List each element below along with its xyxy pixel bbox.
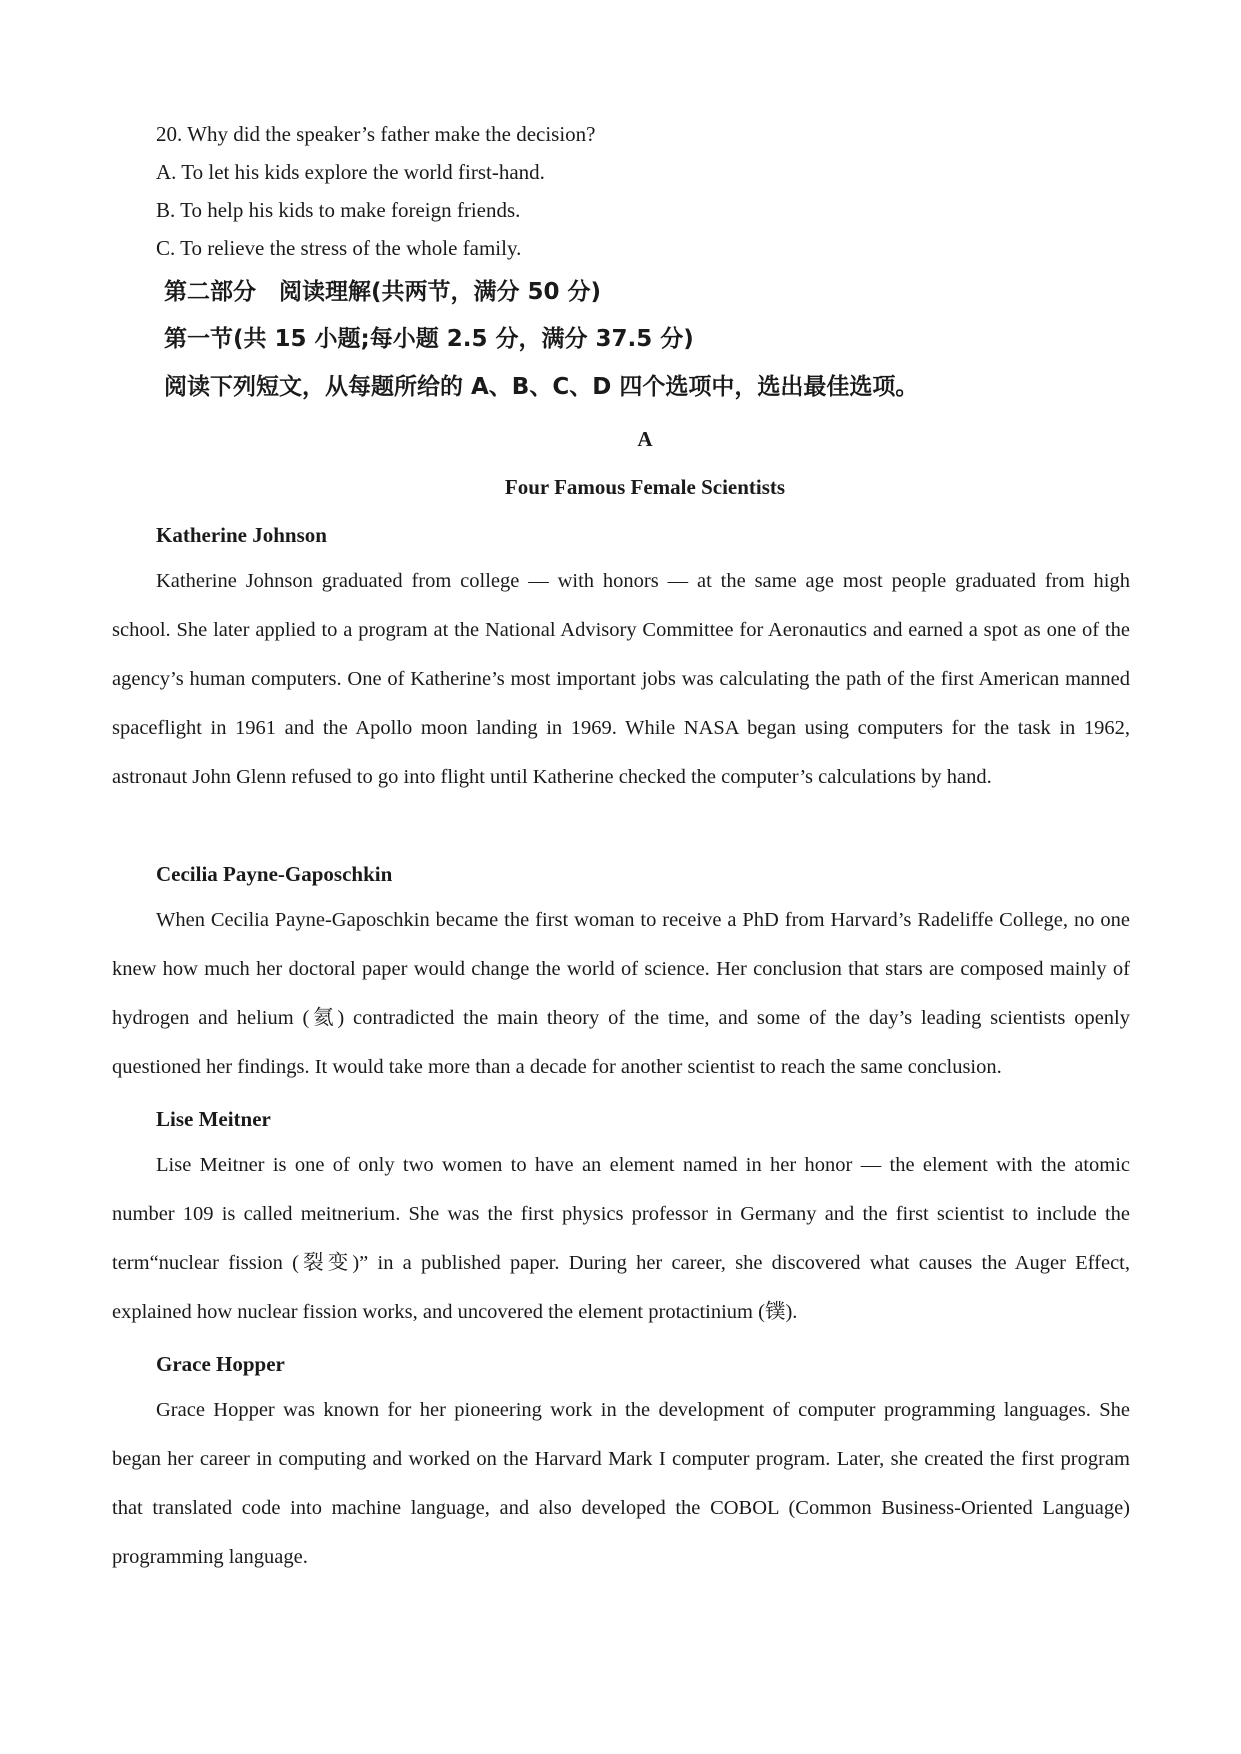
scientist-name: Grace Hopper (156, 1352, 285, 1376)
scientist-paragraph: Grace Hopper was known for her pioneering work in the development of computer programming languages. She began her career in computing and worked on the Harvard Mark I computer program. Later, she created the first program that translated code into machine language, and also developed the COBOL (Common Business-Oriented Language) programming language. (112, 1399, 1130, 1568)
passage-letter: A (637, 427, 653, 451)
scientist-paragraph: Lise Meitner is one of only two women to have an element named in her honor — the element with the atomic number 109 is called meitnerium. She was the first physics professor in Germany and the first scientist to include the term“nuclear fission (裂变)” in a published paper. During her career, she discovered what causes the Auger Effect, explained how nuclear fission works, and uncovered the element protactinium (镤). (112, 1154, 1130, 1323)
option-b: B. To help his kids to make foreign friends. (156, 198, 521, 222)
option-c: C. To relieve the stress of the whole family. (156, 236, 522, 260)
scientist-name: Katherine Johnson (156, 523, 327, 547)
part-title: 第二部分 阅读理解(共两节，满分 50 分) (164, 279, 602, 305)
scientist-paragraph: When Cecilia Payne-Gaposchkin became the first woman to receive a PhD from Harvard’s Radeliffe College, no one knew how much her doctoral paper would change the world of science. Her conclusion that stars are composed mainly of hydrogen and helium (氦) contradicted the main theory of the time, and some of the day’s leading scientists openly questioned her findings. It would take more than a decade for another scientist to reach the same conclusion. (112, 909, 1130, 1078)
scientist-paragraph: Katherine Johnson graduated from college — with honors — at the same age most people graduated from high school. She later applied to a program at the National Advisory Committee for Aeronautics and earned a spot as one of the agency’s human computers. One of Katherine’s most important jobs was calculating the path of the first American manned spaceflight in 1961 and the Apollo moon landing in 1969. While NASA began using computers for the task in 1962, astronaut John Glenn refused to go into flight until Katherine checked the computer’s calculations by hand. (112, 570, 1130, 788)
scientist-name: Lise Meitner (156, 1107, 271, 1131)
passage-title: Four Famous Female Scientists (504, 475, 786, 499)
scientist-name: Cecilia Payne-Gaposchkin (156, 862, 393, 886)
instruction: 阅读下列短文，从每题所给的 A、B、C、D 四个选项中，选出最佳选项。 (164, 374, 919, 400)
subsection-title: 第一节(共 15 小题;每小题 2.5 分，满分 37.5 分) (164, 326, 694, 352)
question-stem: 20. Why did the speaker’s father make the decision? (156, 122, 596, 146)
option-a: A. To let his kids explore the world first-hand. (156, 160, 545, 184)
